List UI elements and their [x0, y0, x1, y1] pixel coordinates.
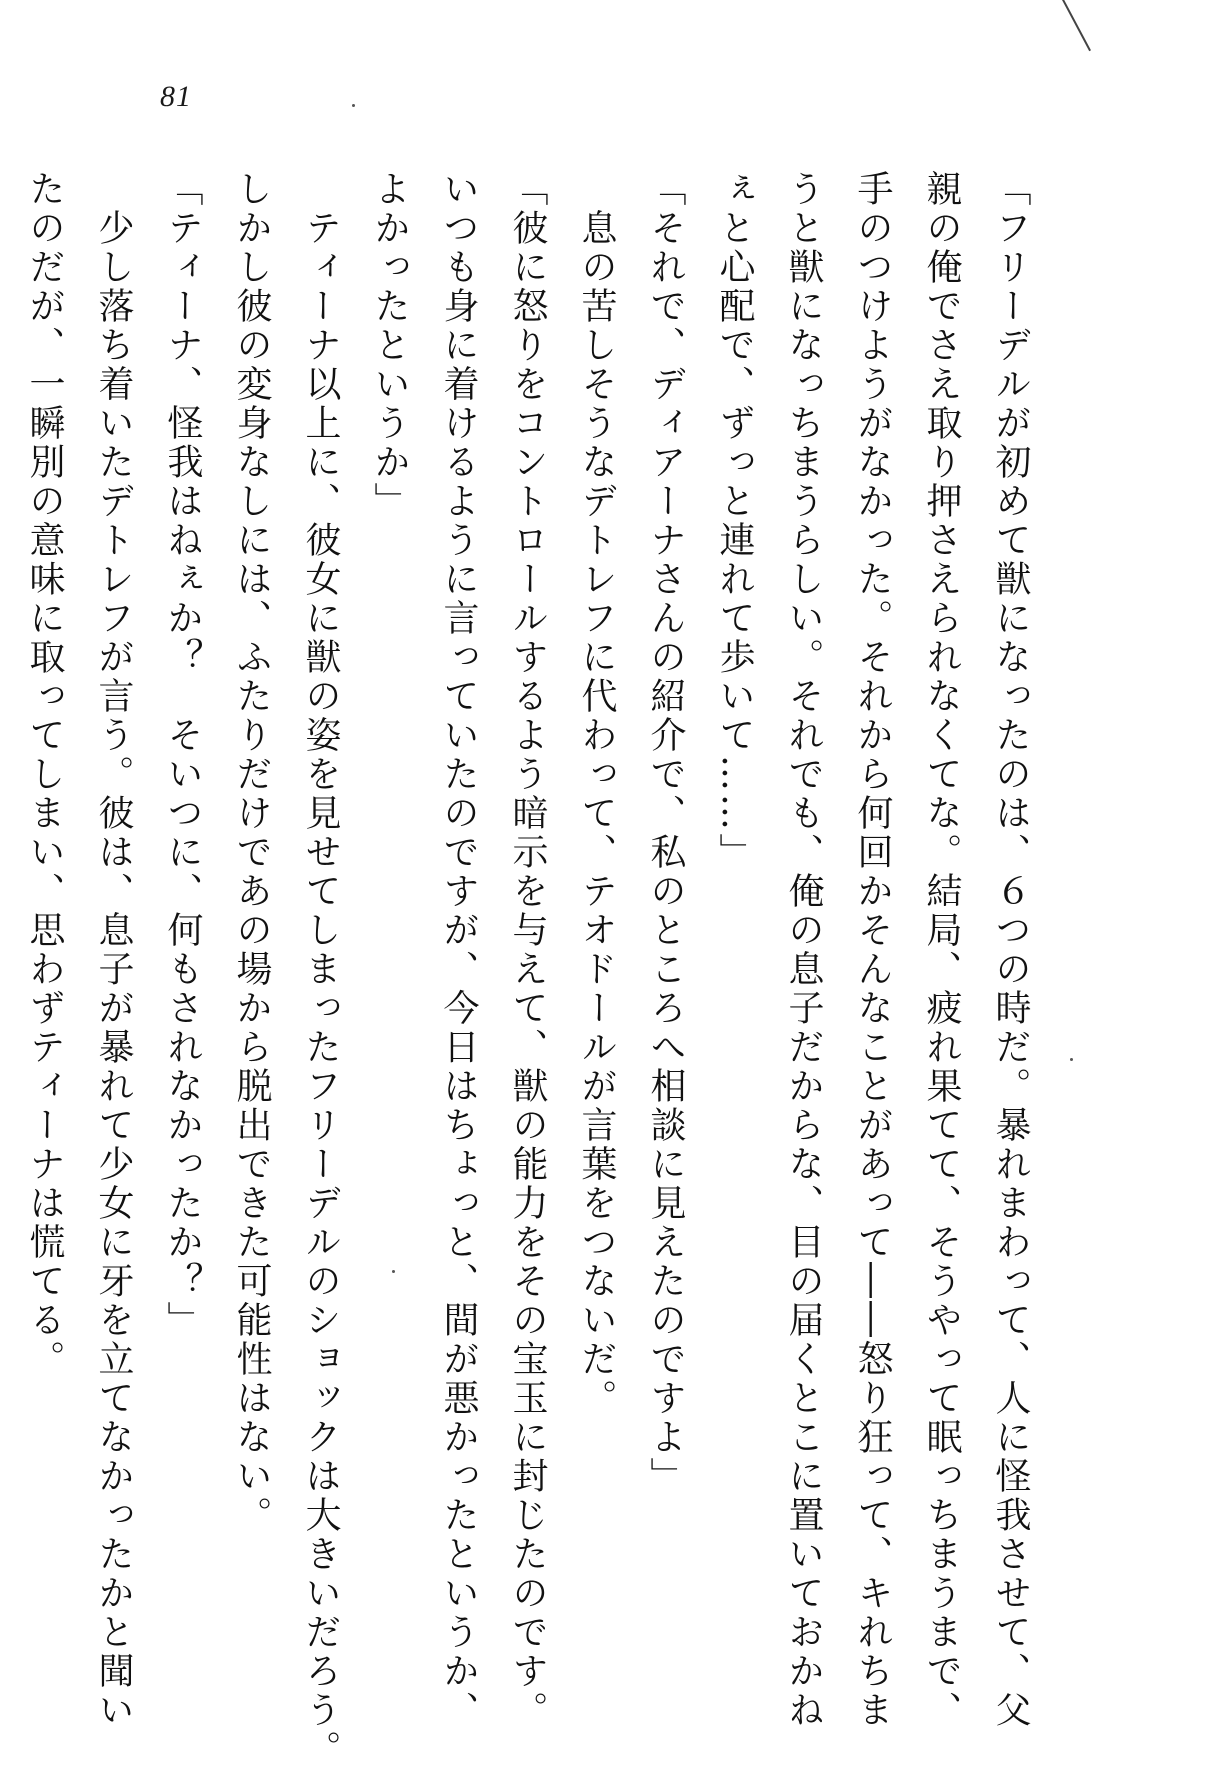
text-line-14: 少し落ち着いたデトレフが言う。彼は、息子が暴れて少女に牙を立てなかったかと聞い	[93, 170, 134, 1730]
text-line-4: うと獣になっちまうらしい。それでも、俺の息子だからな、目の届くとこに置いておかね	[783, 170, 824, 1730]
scan-artifact-mark	[1062, 0, 1091, 51]
text-line-15: たのだが、一瞬別の意味に取ってしまい、思わずティーナは慌てる。	[24, 170, 65, 1379]
text-line-10: よかったというか」	[369, 170, 410, 521]
scan-speck	[1070, 1058, 1073, 1061]
text-line-12: しかし彼の変身なしには、ふたりだけであの場から脱出できた可能性はない。	[231, 170, 272, 1535]
text-line-8: 「彼に怒りをコントロールするよう暗示を与えて、獣の能力をその宝玉に封じたのです。	[507, 170, 548, 1730]
text-line-1: 「フリーデルが初めて獣になったのは、６つの時だ。暴れまわって、人に怪我させて、父	[990, 170, 1031, 1730]
text-line-11: ティーナ以上に、彼女に獣の姿を見せてしまったフリーデルのショックは大きいだろう。	[300, 170, 341, 1769]
text-line-7: 息の苦しそうなデトレフに代わって、テオドールが言葉をつないだ。	[576, 170, 617, 1418]
page-number: 81	[160, 80, 192, 113]
text-line-6: 「それで、ディアーナさんの紹介で、私のところへ相談に見えたのですよ」	[645, 170, 686, 1496]
text-line-3: 手のつけようがなかった。それから何回かそんなことがあって――怒り狂って、キれちま	[852, 170, 893, 1730]
scan-speck	[352, 104, 355, 107]
text-line-13: 「ティーナ、怪我はねぇか？ そいつに、何もされなかったか？」	[162, 170, 203, 1340]
text-line-9: いつも身に着けるように言っていたのですが、今日はちょっと、間が悪かったというか、	[438, 170, 479, 1730]
vertical-text-body	[0, 170, 1045, 1769]
text-line-5: ぇと心配で、ずっと連れて歩いて……」	[714, 170, 755, 872]
text-line-16	[0, 170, 10, 1620]
text-line-2: 親の俺でさえ取り押さえられなくてな。結局、疲れ果てて、そうやって眠っちまうまで、	[921, 170, 962, 1730]
